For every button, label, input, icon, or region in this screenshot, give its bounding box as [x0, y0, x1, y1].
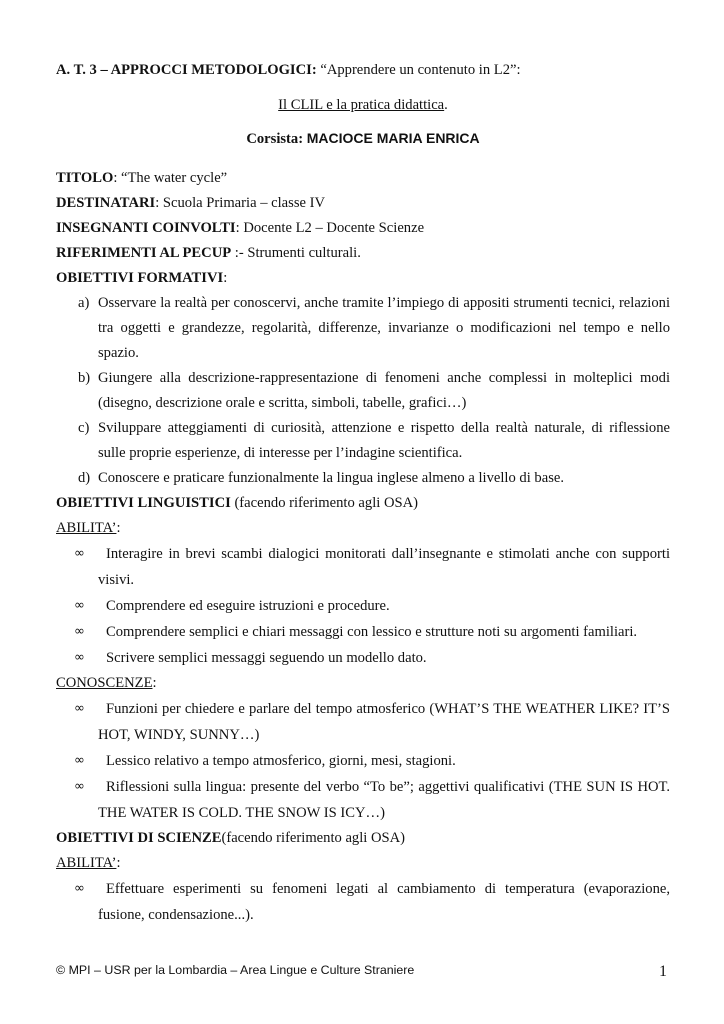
obiettivi-scienze-title: OBIETTIVI DI SCIENZE	[56, 830, 222, 846]
conoscenze-list	[56, 696, 670, 826]
conoscenze-suffix: :	[152, 675, 157, 691]
list-marker: d)	[78, 470, 91, 486]
list-item	[56, 619, 670, 645]
list-item-text: Osservare la realtà per conoscervi, anche tramite l’impiego di appositi strumenti tecnici, relazioni tra oggetti e grandezze, regolarità, differenze, invarianze o modificazioni nel tempo e nello spazio.	[98, 295, 670, 361]
destinatari-field	[56, 191, 670, 216]
obiettivi-formativi-suffix: :	[223, 270, 228, 286]
abilita-scienze-suffix: :	[116, 855, 121, 871]
corsista-label: Corsista:	[246, 131, 307, 147]
list-item	[56, 696, 670, 748]
abilita-suffix: :	[116, 520, 121, 536]
subtitle-suffix: .	[444, 97, 448, 113]
obiettivi-scienze-suffix: (facendo riferimento agli OSA)	[221, 830, 406, 846]
list-item-text: Effettuare esperimenti su fenomeni legati al cambiamento di temperatura (evaporazione, fusione, condensazione...).	[98, 881, 670, 923]
list-item	[56, 593, 670, 619]
list-item-text: Comprendere ed eseguire istruzioni e procedure.	[106, 598, 390, 614]
titolo-field	[56, 166, 670, 191]
list-marker: c)	[78, 420, 90, 436]
list-marker: a)	[78, 295, 90, 311]
abilita-scienze-heading	[56, 851, 670, 876]
list-item-text: Funzioni per chiedere e parlare del tempo atmosferico (WHAT’S THE WEATHER LIKE? IT’S HOT, WINDY, SUNNY…)	[98, 701, 670, 743]
infinity-bullet-icon: ∞	[74, 624, 85, 639]
list-item	[56, 774, 670, 826]
list-item	[56, 366, 670, 416]
list-item-text: Giungere alla descrizione-rappresentazione di fenomeni anche complessi in molteplici modi (disegno, descrizione orale e scritta, simboli, tabelle, grafici…)	[98, 370, 670, 411]
list-item	[56, 466, 670, 491]
insegnanti-field	[56, 216, 670, 241]
page-number: 1	[659, 963, 667, 980]
list-item	[56, 645, 670, 671]
list-item-text: Conoscere e praticare funzionalmente la lingua inglese almeno a livello di base.	[98, 470, 565, 486]
list-item-text: Riflessioni sulla lingua: presente del verbo “To be”; aggettivi qualificativi (THE SUN IS HOT. THE WATER IS COLD. THE SNOW IS ICY…)	[98, 779, 670, 821]
obiettivi-linguistici-title: OBIETTIVI LINGUISTICI	[56, 495, 231, 511]
infinity-bullet-icon: ∞	[74, 598, 85, 613]
abilita-heading	[56, 516, 670, 541]
infinity-bullet-icon: ∞	[74, 779, 85, 794]
riferimenti-field	[56, 241, 670, 266]
infinity-bullet-icon: ∞	[74, 546, 85, 561]
corsista-line	[56, 126, 670, 152]
module-heading	[56, 58, 670, 83]
list-item-text: Lessico relativo a tempo atmosferico, giorni, mesi, stagioni.	[106, 753, 456, 769]
obiettivi-linguistici-heading	[56, 491, 670, 516]
abilita-linguistiche-list	[56, 541, 670, 671]
list-item-text: Comprendere semplici e chiari messaggi con lessico e strutture noti su argomenti familiari.	[106, 624, 638, 640]
subtitle-text: Il CLIL e la pratica didattica	[278, 97, 445, 113]
obiettivi-linguistici-suffix: (facendo riferimento agli OSA)	[230, 495, 419, 511]
list-item	[56, 876, 670, 928]
titolo-value: : “The water cycle”	[113, 170, 228, 186]
conoscenze-heading	[56, 671, 670, 696]
obiettivi-formativi-list	[56, 291, 670, 491]
subtitle	[56, 93, 670, 118]
corsista-name: MACIOCE MARIA ENRICA	[306, 130, 480, 146]
conoscenze-label: CONOSCENZE	[56, 675, 153, 691]
infinity-bullet-icon: ∞	[74, 701, 85, 716]
riferimenti-value: :- Strumenti culturali.	[231, 245, 361, 261]
document-page	[56, 58, 670, 928]
list-item	[56, 291, 670, 366]
destinatari-label: DESTINATARI	[56, 195, 156, 211]
obiettivi-scienze-heading	[56, 826, 670, 851]
abilita-label: ABILITA’	[56, 520, 117, 536]
module-heading-quote: “Apprendere un contenuto in L2”:	[316, 62, 521, 78]
infinity-bullet-icon: ∞	[74, 753, 85, 768]
list-item-text: Interagire in brevi scambi dialogici monitorati dall’insegnante e stimolati anche con supporti visivi.	[98, 546, 670, 588]
obiettivi-formativi-title: OBIETTIVI FORMATIVI	[56, 270, 224, 286]
footer-text: © MPI – USR per la Lombardia – Area Lingue e Culture Straniere	[56, 963, 415, 977]
module-heading-prefix: A. T. 3 – APPROCCI METODOLOGICI:	[56, 62, 317, 78]
obiettivi-formativi-heading	[56, 266, 670, 291]
infinity-bullet-icon: ∞	[74, 650, 85, 665]
list-marker: b)	[78, 370, 91, 386]
abilita-scienze-list	[56, 876, 670, 928]
insegnanti-value: : Docente L2 – Docente Scienze	[235, 220, 425, 236]
riferimenti-label: RIFERIMENTI AL PECUP	[56, 245, 232, 261]
list-item-text: Scrivere semplici messaggi seguendo un modello dato.	[106, 650, 427, 666]
list-item	[56, 748, 670, 774]
list-item	[56, 541, 670, 593]
list-item	[56, 416, 670, 466]
insegnanti-label: INSEGNANTI COINVOLTI	[56, 220, 236, 236]
abilita-scienze-label: ABILITA’	[56, 855, 117, 871]
destinatari-value: : Scuola Primaria – classe IV	[155, 195, 326, 211]
titolo-label: TITOLO	[56, 170, 114, 186]
list-item-text: Sviluppare atteggiamenti di curiosità, attenzione e rispetto della realtà naturale, di riflessione sulle proprie esperienze, di interesse per l’indagine scientifica.	[98, 420, 670, 461]
infinity-bullet-icon: ∞	[74, 881, 85, 896]
